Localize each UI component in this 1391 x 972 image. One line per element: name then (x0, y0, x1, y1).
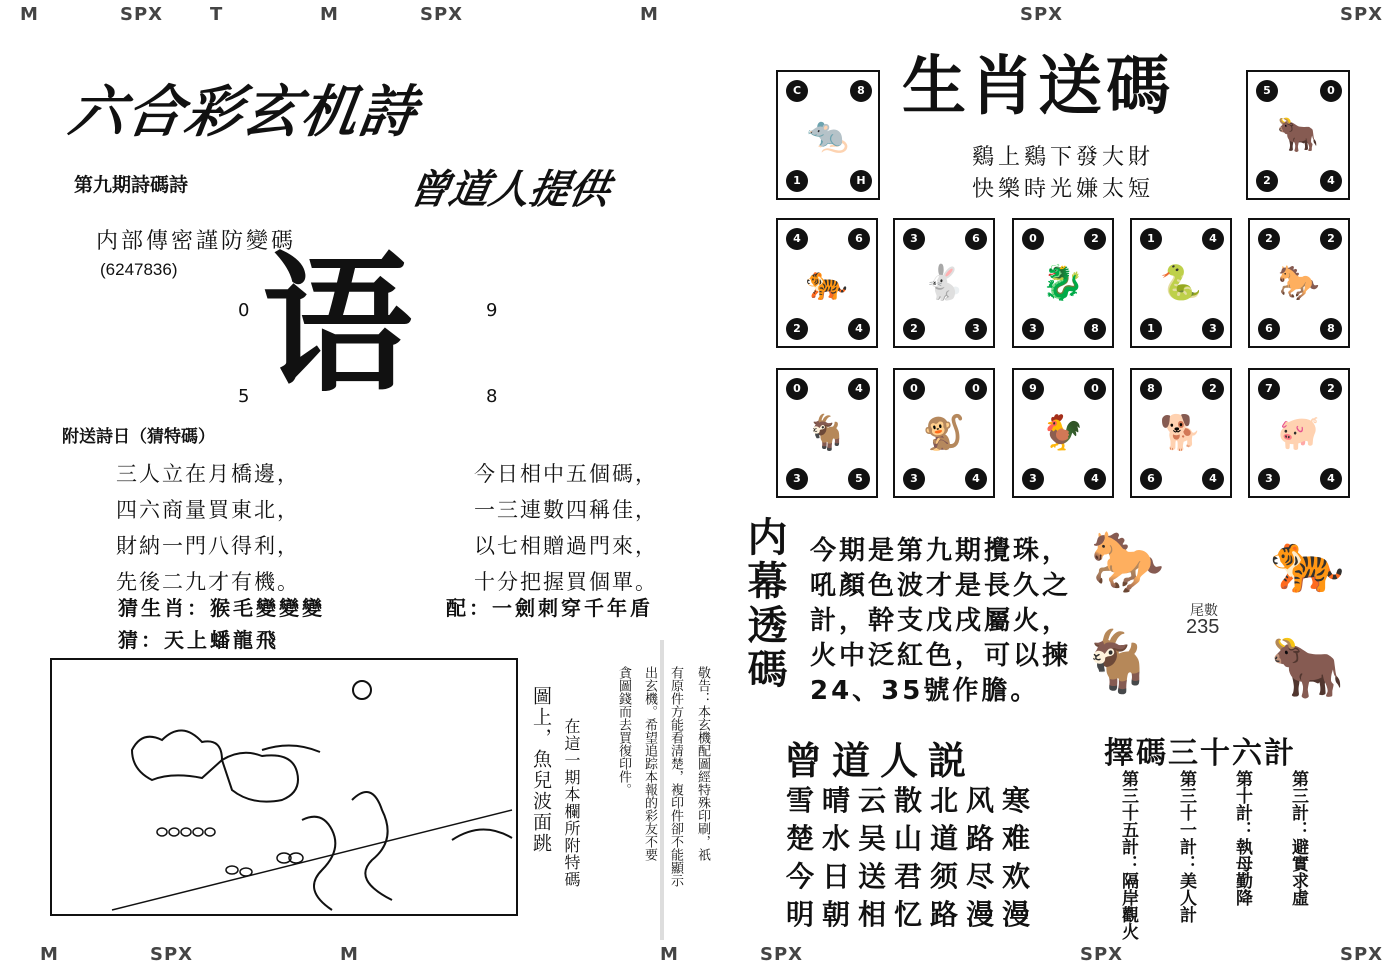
zodiac-animal-icon: 🐉 (1041, 263, 1085, 303)
strategy-column: 第十計：執母勤降 (1232, 770, 1252, 906)
inside-line: 火中泛紅色，可以揀 (810, 641, 1072, 672)
inside-line: 吼顏色波才是長久之 (810, 571, 1072, 602)
border-text: SPX (420, 4, 464, 25)
border-text: M (640, 4, 659, 25)
tail-label: 尾數 (1190, 603, 1218, 619)
poem-line: 以七相贈過門來， (474, 534, 658, 558)
card-number: 1 (1140, 318, 1162, 340)
corner-number: 8 (486, 386, 498, 407)
border-text: SPX (1080, 944, 1124, 965)
zodiac-card (1248, 368, 1350, 498)
poem-line: 三人立在月橋邊， (116, 462, 300, 486)
card-number: 2 (1258, 228, 1280, 250)
card-number: 3 (903, 468, 925, 490)
card-number: 3 (786, 468, 808, 490)
inside-line: 計，幹支戊戌屬火， (810, 606, 1072, 637)
zodiac-card (776, 70, 880, 200)
horse-icon: 🐎 (1090, 527, 1165, 597)
zodiac-animal-icon: 🐓 (1041, 413, 1085, 453)
poem-line: 財納一門八得利， (116, 534, 300, 558)
right-title: 生肖送碼 (902, 50, 1174, 124)
card-number: 0 (1022, 228, 1044, 250)
corner-number: 5 (238, 386, 250, 407)
zdr-line: 今日送君须尽欢 (786, 860, 1039, 893)
poem-line: 今日相中五個碼， (474, 462, 658, 486)
card-number: 2 (1256, 170, 1278, 192)
zodiac-card (776, 218, 878, 348)
border-text: SPX (1020, 4, 1064, 25)
card-number: 3 (965, 318, 987, 340)
border-text: M (40, 944, 59, 965)
card-number: 0 (1084, 378, 1106, 400)
card-number: 0 (1320, 80, 1342, 102)
notice-column: 出玄機。希望追踪本報的彩友不要 (642, 666, 657, 861)
poem-left (116, 456, 300, 600)
card-number: H (850, 170, 872, 192)
card-number: 4 (786, 228, 808, 250)
ox-icon: 🐂 (1270, 633, 1345, 703)
border-text: M (20, 4, 39, 25)
card-number: 2 (1320, 378, 1342, 400)
zodiac-animal-icon: 🐅 (805, 263, 849, 303)
zdr-poem (786, 782, 1038, 934)
card-number: 9 (1022, 378, 1044, 400)
card-number: 2 (786, 318, 808, 340)
card-number: 0 (965, 378, 987, 400)
border-text: SPX (150, 944, 194, 965)
gift-label: 附送詩日（猜特碼） (62, 427, 215, 447)
zodiac-animal-icon: 🐂 (1276, 115, 1320, 155)
zodiac-animal-icon: 🐎 (1277, 263, 1321, 303)
card-number: 6 (965, 228, 987, 250)
card-number: C (786, 80, 808, 102)
zdr-title: 曾道人説 (784, 738, 977, 783)
strategy-column: 第三十五計：隔岸觀火 (1118, 770, 1138, 940)
poem-line: 一三連數四稱佳， (474, 498, 658, 522)
card-number: 3 (903, 228, 925, 250)
card-number: 8 (1320, 318, 1342, 340)
card-number: 6 (1258, 318, 1280, 340)
poem-line: 四六商量買東北， (116, 498, 300, 522)
zodiac-animal-icon: 🐀 (806, 115, 850, 155)
border-text: M (320, 4, 339, 25)
verse-1: 鷄上鷄下發大財 (972, 145, 1155, 170)
card-number: 6 (1140, 468, 1162, 490)
zodiac-animal-icon: 🐖 (1277, 413, 1321, 453)
zodiac-animal-icon: 🐍 (1159, 263, 1203, 303)
card-number: 2 (903, 318, 925, 340)
card-number: 3 (1258, 468, 1280, 490)
card-number: 8 (1084, 318, 1106, 340)
border-text: SPX (120, 4, 164, 25)
card-number: 1 (1140, 228, 1162, 250)
bottom-border (0, 940, 1391, 968)
picture-caption-1: 圖上，魚兒波面跳 (530, 686, 552, 854)
card-number: 4 (1320, 170, 1342, 192)
notice-column: 貪圖錢而去買復印件。 (616, 666, 631, 796)
zodiac-card (1130, 218, 1232, 348)
zodiac-animal-icon: 🐐 (805, 413, 849, 453)
card-number: 2 (1202, 378, 1224, 400)
pair-line: 配：一劍刺穿千年盾 (446, 596, 653, 620)
provider: 曾道人提供 (405, 167, 614, 213)
card-number: 7 (1258, 378, 1280, 400)
card-number: 1 (786, 170, 808, 192)
top-border (0, 0, 1391, 28)
border-text: SPX (1340, 4, 1384, 25)
card-number: 0 (786, 378, 808, 400)
zodiac-animal-icon: 🐒 (922, 413, 966, 453)
poem-line: 十分把握買個單。 (474, 570, 658, 594)
secret-note: 内部傳密謹防變碼 (96, 229, 297, 254)
zodiac-card (1130, 368, 1232, 498)
zodiac-animal-icon: 🐕 (1159, 413, 1203, 453)
zodiac-card (1012, 368, 1114, 498)
picture-caption-2: 在這一期本欄所附特碼 (562, 718, 581, 888)
card-number: 0 (903, 378, 925, 400)
strategy-column: 第三十一計：美人計 (1176, 770, 1196, 923)
card-number: 8 (850, 80, 872, 102)
page-fold (660, 640, 664, 940)
riddle-character: 语 (262, 237, 413, 413)
card-number: 4 (1320, 468, 1342, 490)
inside-label: 内幕透碼 (741, 516, 788, 692)
card-number: 2 (1320, 228, 1342, 250)
zodiac-card (1248, 218, 1350, 348)
zdr-line: 明朝相忆路漫漫 (786, 898, 1039, 931)
inside-line: 今期是第九期攪珠， (810, 536, 1072, 566)
zodiac-card (1012, 218, 1114, 348)
card-number: 6 (848, 228, 870, 250)
card-number: 4 (848, 378, 870, 400)
zodiac-card (893, 368, 995, 498)
strategy-column: 第三計：避實求虛 (1288, 770, 1308, 906)
border-text: SPX (1340, 944, 1384, 965)
card-number: 3 (1022, 468, 1044, 490)
zdr-line: 楚水吴山道路难 (786, 822, 1039, 855)
corner-number: 0 (238, 300, 250, 321)
border-text: M (340, 944, 359, 965)
card-number: 4 (848, 318, 870, 340)
guess-line: 猜：天上蟠龍飛 (118, 628, 279, 652)
inside-text (810, 534, 1071, 709)
verse-2: 快樂時光嫌太短 (972, 177, 1155, 202)
card-number: 3 (1202, 318, 1224, 340)
card-number: 2 (1084, 228, 1106, 250)
notice-column: 有原件方能看清楚，複印件卻不能顯示 (668, 666, 683, 887)
riddle-drawing (52, 660, 516, 914)
tail-number-picture (1080, 526, 1360, 706)
card-number: 4 (1202, 228, 1224, 250)
border-text: M (660, 944, 679, 965)
card-number: 4 (1202, 468, 1224, 490)
card-number: 4 (1084, 468, 1106, 490)
phone: (6247836) (100, 260, 178, 279)
poem-right (474, 456, 658, 600)
zodiac-card (893, 218, 995, 348)
card-number: 5 (848, 468, 870, 490)
tiger-icon: 🐅 (1270, 527, 1345, 597)
card-number: 8 (1140, 378, 1162, 400)
issue-label: 第九期詩碼詩 (74, 174, 189, 196)
card-number: 5 (1256, 80, 1278, 102)
corner-number: 9 (486, 300, 498, 321)
guess-zodiac: 猜生肖：猴毛變變變 (118, 596, 325, 620)
border-text: SPX (760, 944, 804, 965)
goat-icon: 🐐 (1080, 627, 1155, 697)
left-title: 六合彩玄机詩 (64, 80, 422, 145)
inside-line: 24、35號作膽。 (810, 676, 1040, 707)
zdr-line: 雪晴云散北风寒 (786, 784, 1039, 817)
border-text: T (210, 4, 224, 25)
tail-value: 235 (1186, 616, 1220, 638)
zodiac-card (776, 368, 878, 498)
strategy-title: 擇碼三十六計 (1104, 736, 1296, 771)
riddle-picture (50, 658, 518, 916)
zodiac-animal-icon: 🐇 (922, 263, 966, 303)
card-number: 4 (965, 468, 987, 490)
zodiac-card (1246, 70, 1350, 200)
card-number: 3 (1022, 318, 1044, 340)
notice-column: 敬告：本玄機配圖經特殊印刷，祇 (695, 666, 710, 861)
poem-line: 先後二九才有機。 (116, 570, 300, 594)
